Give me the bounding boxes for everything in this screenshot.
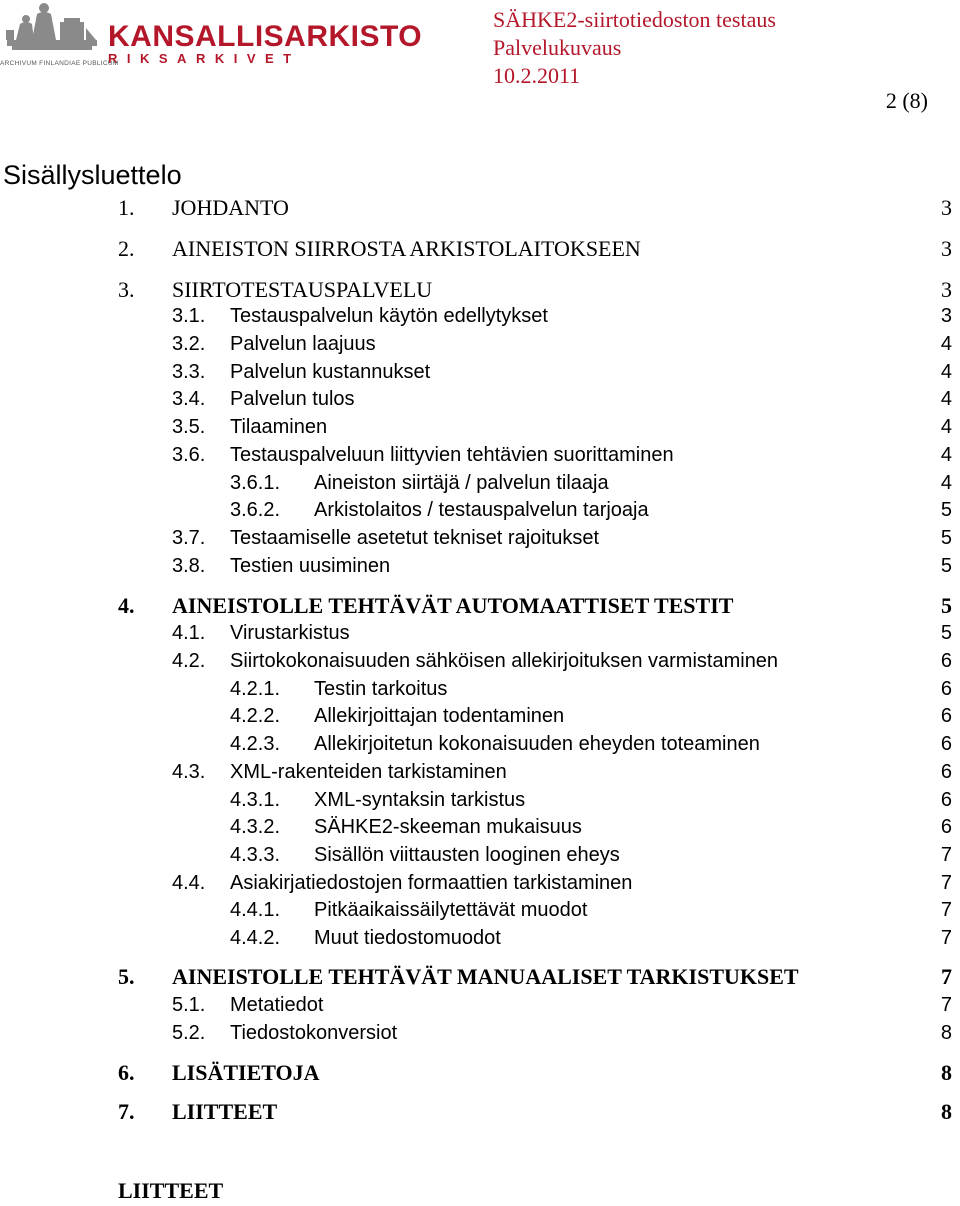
toc-entry[interactable] [0, 551, 960, 581]
kansallisarkisto-logo [0, 0, 423, 75]
toc-entry[interactable] [0, 729, 960, 759]
toc-entry-number: 6. [118, 1060, 135, 1085]
toc-entry-number: 4.2.2. [230, 705, 281, 727]
toc-entry[interactable] [0, 234, 960, 264]
toc-entry-page: 7 [940, 844, 952, 866]
toc-entry[interactable] [0, 868, 960, 898]
toc-entry-page: 8 [940, 1022, 952, 1044]
toc-entry-label: Testaamiselle asetetut tekniset rajoitukset [230, 527, 600, 549]
toc-entry-number: 3.8. [172, 555, 206, 577]
toc-entry-label: Allekirjoitetun kokonaisuuden eheyden toteaminen [314, 733, 760, 755]
toc-entry-label: Metatiedot [230, 994, 324, 1016]
toc-entry-page: 7 [940, 872, 952, 894]
toc-entry-number: 7. [118, 1099, 135, 1124]
toc-entry[interactable] [0, 193, 960, 223]
archive-emblem-icon [2, 0, 102, 62]
toc-entry[interactable] [0, 329, 960, 359]
toc-entry-number: 3.6.2. [230, 499, 281, 521]
toc-entry-number: 4.3. [172, 761, 206, 783]
toc-entry-label: Testin tarkoitus [314, 678, 448, 700]
toc-entry-label: Sisällön viittausten looginen eheys [314, 844, 620, 866]
toc-entry-label: LISÄTIETOJA [172, 1060, 320, 1085]
toc-entry[interactable] [0, 591, 960, 621]
toc-entry[interactable] [0, 990, 960, 1020]
toc-entry[interactable] [0, 646, 960, 676]
toc-entry-label: SÄHKE2-skeeman mukaisuus [314, 816, 582, 838]
toc-entry[interactable] [0, 962, 960, 992]
toc-entry-number: 4.3.3. [230, 844, 281, 866]
page-number: 2 (8) [885, 88, 928, 113]
toc-entry-number: 4.3.1. [230, 789, 281, 811]
toc-entry-number: 4.4.1. [230, 899, 281, 921]
toc-entry-page: 5 [941, 593, 952, 618]
toc-entry-page: 5 [940, 622, 952, 644]
toc-entry-label: Palvelun kustannukset [230, 361, 431, 383]
toc-entry[interactable] [0, 1018, 960, 1048]
toc-entry-label: LIITTEET [172, 1099, 278, 1124]
toc-entry-page: 6 [940, 705, 952, 727]
toc-entry-page: 6 [940, 733, 952, 755]
toc-entry-number: 1. [118, 195, 135, 220]
toc-entry-page: 4 [940, 416, 952, 438]
document-meta [493, 6, 776, 90]
toc-entry-label: SIIRTOTESTAUSPALVELU [172, 277, 433, 302]
toc-entry-page: 6 [940, 761, 952, 783]
document-title: SÄHKE2-siirtotiedoston testaus [493, 7, 776, 32]
toc-entry-label: Muut tiedostomuodot [314, 927, 501, 949]
toc-entry-number: 5.1. [172, 994, 206, 1016]
toc-entry[interactable] [0, 523, 960, 553]
toc-entry-number: 3.4. [172, 388, 206, 410]
toc-entry-number: 5. [118, 964, 135, 989]
toc-entry-label: Virustarkistus [230, 622, 350, 644]
toc-entry-number: 4. [118, 593, 135, 618]
toc-entry-number: 3.3. [172, 361, 206, 383]
toc-entry-page: 8 [941, 1099, 952, 1124]
toc-entry-page: 4 [940, 333, 952, 355]
toc-entry-page: 4 [940, 472, 952, 494]
toc-entry-page: 6 [940, 650, 952, 672]
toc-entry-page: 4 [940, 444, 952, 466]
toc-entry-page: 3 [941, 236, 952, 261]
toc-entry-label: Asiakirjatiedostojen formaattien tarkistaminen [230, 872, 633, 894]
toc-entry[interactable] [0, 674, 960, 704]
toc-entry[interactable] [0, 384, 960, 414]
appendix-heading: LIITTEET [118, 1178, 224, 1203]
toc-entry-number: 4.1. [172, 622, 206, 644]
document-date: 10.2.2011 [493, 63, 581, 88]
toc-entry-number: 2. [118, 236, 135, 261]
toc-entry[interactable] [0, 785, 960, 815]
toc-entry-label: Tiedostokonversiot [230, 1022, 398, 1044]
toc-entry[interactable] [0, 440, 960, 470]
toc-entry[interactable] [0, 1097, 960, 1127]
logo-name: KANSALLISARKISTO [108, 20, 423, 53]
toc-entry-number: 4.4.2. [230, 927, 281, 949]
toc-entry-number: 5.2. [172, 1022, 206, 1044]
toc-entry[interactable] [0, 923, 960, 953]
toc-entry-label: AINEISTON SIIRROSTA ARKISTOLAITOKSEEN [172, 236, 641, 261]
toc-entry-label: Palvelun tulos [230, 388, 355, 410]
toc-entry-label: JOHDANTO [172, 195, 289, 220]
toc-entry-label: Arkistolaitos / testauspalvelun tarjoaja [314, 499, 649, 521]
toc-entry-label: AINEISTOLLE TEHTÄVÄT MANUAALISET TARKISTUKSET [172, 964, 799, 989]
toc-entry[interactable] [0, 1058, 960, 1088]
document-subtitle: Palvelukuvaus [493, 35, 622, 60]
toc-entry-number: 3.6.1. [230, 472, 281, 494]
toc-entry-page: 6 [940, 678, 952, 700]
toc-entry-number: 4.2.3. [230, 733, 281, 755]
toc-entry-label: AINEISTOLLE TEHTÄVÄT AUTOMAATTISET TESTIT [172, 593, 734, 618]
toc-entry-number: 3.6. [172, 444, 206, 466]
toc-entry-page: 7 [940, 899, 952, 921]
toc-entry-label: Aineiston siirtäjä / palvelun tilaaja [314, 472, 609, 494]
toc-entry-page: 7 [940, 994, 952, 1016]
toc-entry-label: Testauspalveluun liittyvien tehtävien suorittaminen [230, 444, 674, 466]
toc-entry-page: 7 [941, 964, 952, 989]
toc-entry-label: XML-syntaksin tarkistus [314, 789, 526, 811]
toc-entry-page: 5 [940, 527, 952, 549]
toc-entry[interactable] [0, 468, 960, 498]
toc-entry-page: 3 [941, 195, 952, 220]
logo-subtitle: RIKSARKIVET [108, 51, 301, 66]
toc-entry-number: 3.7. [172, 527, 206, 549]
toc-entry-page: 6 [940, 816, 952, 838]
toc-entry[interactable] [0, 701, 960, 731]
toc-entry[interactable] [0, 840, 960, 870]
toc-entry-page: 8 [941, 1060, 952, 1085]
logo-motto: ARCHIVUM FINLANDIAE PUBLICUM [0, 60, 119, 67]
toc-entry-number: 3.2. [172, 333, 206, 355]
toc-entry[interactable] [0, 357, 960, 387]
toc-entry-label: Tilaaminen [230, 416, 328, 438]
toc-entry-label: Allekirjoittajan todentaminen [314, 705, 565, 727]
toc-entry-number: 4.3.2. [230, 816, 281, 838]
toc-entry-page: 5 [940, 555, 952, 577]
toc-entry-label: XML-rakenteiden tarkistaminen [230, 761, 507, 783]
toc-entry-label: Siirtokokonaisuuden sähköisen allekirjoituksen varmistaminen [230, 650, 779, 672]
toc-entry-label: Palvelun laajuus [230, 333, 376, 355]
toc-entry[interactable] [0, 618, 960, 648]
toc-entry-label: Pitkäaikaissäilytettävät muodot [314, 899, 588, 921]
toc-entry-page: 7 [940, 927, 952, 949]
toc-entry-label: Testauspalvelun käytön edellytykset [230, 305, 548, 327]
toc-entry-number: 4.2.1. [230, 678, 281, 700]
toc-entry-label: Testien uusiminen [230, 555, 391, 577]
toc-entry-number: 4.2. [172, 650, 206, 672]
toc-entry-page: 6 [940, 789, 952, 811]
toc-entry[interactable] [0, 412, 960, 442]
toc-entry-number: 3.5. [172, 416, 206, 438]
page-header [0, 0, 960, 120]
toc-entry-number: 3. [118, 277, 135, 302]
toc-entry[interactable] [0, 301, 960, 331]
toc-entry-page: 4 [940, 361, 952, 383]
toc-entry-number: 4.4. [172, 872, 206, 894]
toc-entry[interactable] [0, 895, 960, 925]
toc-entry[interactable] [0, 812, 960, 842]
toc-entry-page: 3 [940, 305, 952, 327]
toc-entry[interactable] [0, 495, 960, 525]
toc-entry-number: 3.1. [172, 305, 206, 327]
toc-entry[interactable] [0, 757, 960, 787]
toc-title: Sisällysluettelo [3, 160, 182, 190]
toc-entry-page: 5 [940, 499, 952, 521]
toc-entry-page: 3 [941, 277, 952, 302]
toc-entry-page: 4 [940, 388, 952, 410]
